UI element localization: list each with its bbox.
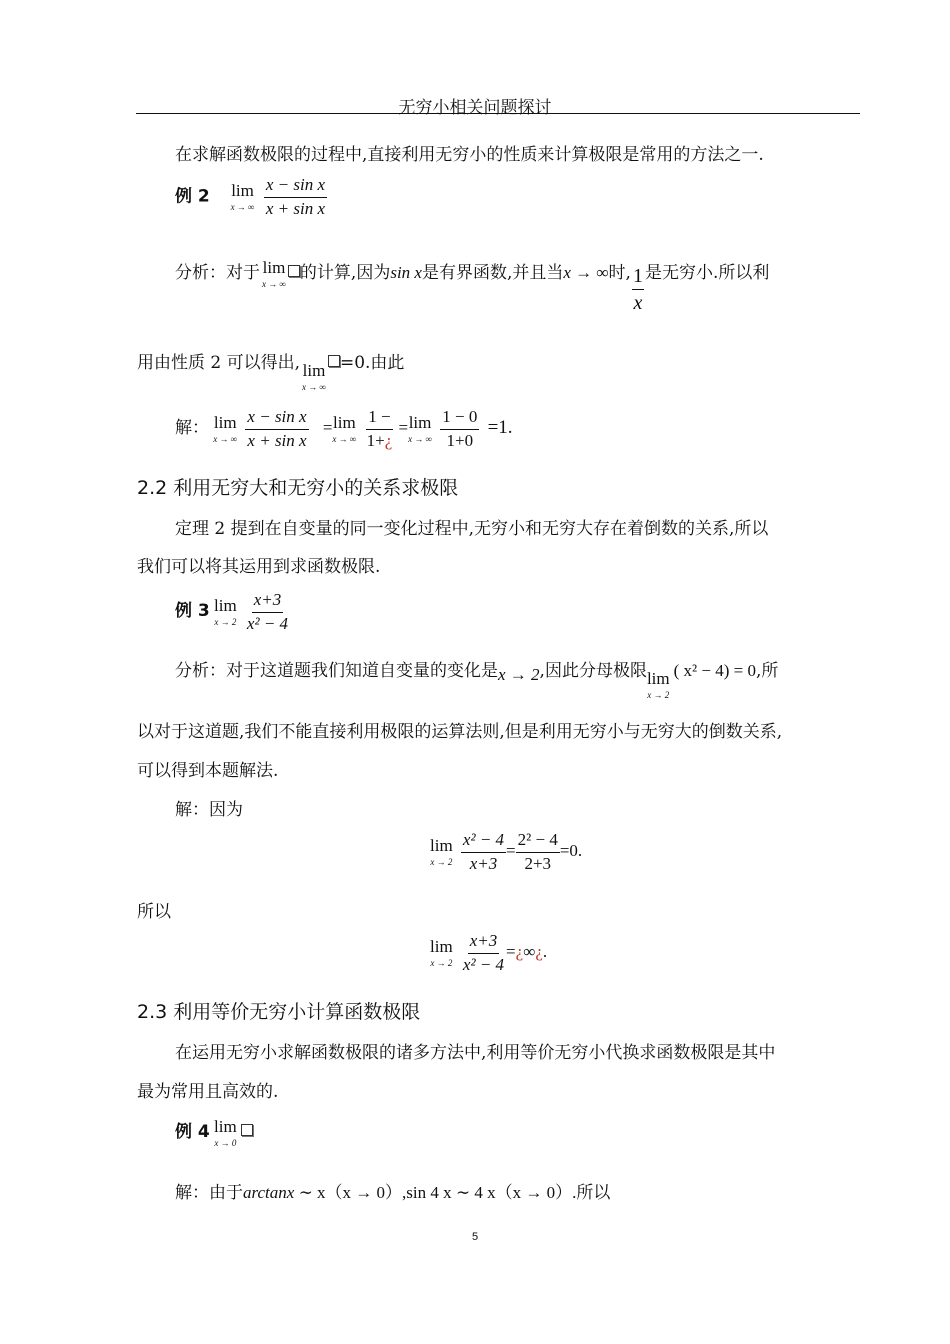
limit-operator [430, 938, 453, 968]
limit-operator [332, 414, 356, 444]
fraction-denominator: 2+3 [524, 853, 552, 873]
equals-sign: = [506, 841, 516, 861]
equals-sign: = [506, 942, 516, 962]
solution-2-fraction-2 [365, 408, 395, 450]
solution-3-equation-2 [430, 932, 547, 974]
fraction-numerator: x² − 4 [461, 831, 506, 853]
solution-2-fraction-1 [245, 408, 308, 450]
example-3 [175, 591, 290, 633]
limit-operator [213, 414, 237, 444]
paragraph-2-2-line-2: 我们可以将其运用到求函数极限. [137, 557, 381, 577]
missing-glyph-box [288, 265, 300, 277]
lim-subscript: x → 0 [214, 1138, 237, 1149]
solution-text: 解：由于 [175, 1183, 243, 1203]
analysis-text: 用由性质 2 可以得出, [137, 353, 301, 373]
analysis-text: 分析：对于 [175, 263, 260, 283]
lim-subscript: x → 2 [647, 690, 670, 700]
paragraph-2-2-line-1: 定理 2 提到在自变量的同一变化过程中,无穷小和无穷大存在着倒数的关系,所以 [175, 519, 769, 539]
fraction-numerator: 1 − [366, 408, 392, 430]
solution-3-fraction-1 [461, 831, 506, 873]
example-4 [175, 1117, 253, 1148]
section-heading-2-3: 2.3 利用等价无穷小计算函数极限 [137, 1001, 421, 1023]
fraction-denominator: x² − 4 [462, 954, 505, 974]
math-sinx: sin x [390, 263, 422, 282]
analysis-text: 分析：对于这道题我们知道自变量的变化是 [175, 661, 498, 681]
solution-3-fraction-2 [516, 831, 560, 873]
fraction-denominator: x² − 4 [246, 613, 289, 633]
lim-text: lim [333, 413, 356, 433]
analysis-3-line-2: 以对于这道题,我们不能直接利用极限的运算法则,但是利用无穷小与无穷大的倒数关系, [137, 722, 783, 742]
lim-subscript: x → 2 [430, 958, 453, 969]
math-expression: ( x² − 4) = 0 [673, 661, 756, 680]
paragraph-2-3-line-1: 在运用无穷小求解函数极限的诸多方法中,利用等价无穷小代换求函数极限是其中 [175, 1043, 776, 1063]
fraction-numerator: 1 − 0 [440, 408, 479, 430]
fraction-denominator: x [632, 289, 645, 314]
solution-3-label: 解：因为 [175, 800, 243, 820]
example-4-label: 例 4 [175, 1122, 210, 1142]
fraction-denominator: 1+ [366, 430, 385, 450]
lim-subscript: x → ∞ [332, 434, 357, 445]
lim-subscript: x → 2 [430, 857, 453, 868]
limit-operator [262, 259, 286, 289]
fraction-numerator: x − sin x [245, 408, 308, 430]
lim-text: lim [646, 669, 670, 688]
fraction-denominator: x + sin x [265, 198, 326, 218]
limit-operator [302, 362, 326, 392]
analysis-text: =0.由此 [339, 353, 405, 373]
solution-2 [175, 408, 513, 450]
analysis-text: ,因此分母极限 [539, 661, 647, 681]
analysis-2-line-2 [137, 348, 404, 392]
section-heading-2-2: 2.2 利用无穷大和无穷小的关系求极限 [137, 477, 459, 499]
solution-result: =1. [487, 417, 513, 439]
fraction-denominator: x+3 [469, 853, 498, 873]
page-header-title: 无穷小相关问题探讨 [398, 98, 552, 118]
lim-subscript: x → ∞ [302, 382, 326, 392]
page-number: 5 [471, 1231, 479, 1243]
lim-subscript: x → 2 [214, 617, 237, 628]
lim-text: lim [430, 836, 453, 856]
math-x-to-2: x → 2 [498, 665, 540, 684]
analysis-text: ,所 [755, 661, 779, 681]
fraction-denominator: 1+0 [446, 430, 474, 450]
header-rule [136, 113, 860, 114]
solution-3-equation-1 [430, 831, 582, 873]
limit-operator [214, 1118, 237, 1148]
analysis-text: 的计算,因为 [299, 263, 391, 283]
analysis-text: 是无穷小.所以利 [644, 263, 770, 283]
limit-operator [231, 182, 255, 212]
solution-3-so: 所以 [137, 902, 171, 922]
missing-glyph-box [328, 355, 340, 367]
lim-text: lim [262, 257, 286, 277]
equation-result: =0. [559, 841, 583, 861]
solution-4 [175, 1178, 610, 1203]
lim-subscript: x → ∞ [213, 434, 238, 445]
paragraph-2-3-line-2: 最为常用且高效的. [137, 1082, 279, 1102]
limit-operator [408, 414, 432, 444]
fraction-numerator: x+3 [468, 932, 500, 954]
math-arctan: arctanx [243, 1183, 295, 1202]
limit-operator [214, 597, 237, 627]
fraction-numerator: 2² − 4 [516, 831, 560, 853]
period: . [542, 942, 548, 962]
lim-subscript: x → ∞ [262, 278, 286, 289]
solution-2-fraction-3 [440, 408, 479, 450]
paragraph-intro: 在求解函数极限的过程中,直接利用无穷小的性质来计算极限是常用的方法之一. [175, 145, 764, 165]
fraction-numerator: 1 [632, 265, 643, 287]
analysis-text: 时, [608, 263, 631, 283]
example-2 [175, 176, 327, 218]
missing-glyph-box [241, 1124, 253, 1136]
fraction-numerator: x+3 [252, 591, 284, 613]
solution-3-fraction-3 [461, 932, 506, 974]
lim-text: lim [430, 937, 453, 957]
limit-operator [647, 670, 670, 700]
fraction-denominator: x + sin x [247, 430, 307, 450]
analysis-3-line-3: 可以得到本题解法. [137, 761, 279, 781]
fraction-one-over-x [631, 265, 645, 314]
lim-text: lim [231, 181, 254, 201]
limit-operator [430, 837, 453, 867]
garbled-char: ¿ [535, 942, 543, 962]
lim-text: lim [408, 413, 432, 433]
lim-subscript: x → ∞ [408, 434, 432, 445]
analysis-text: 是有界函数,并且当 [421, 263, 564, 283]
example-3-fraction [245, 591, 290, 633]
equals-sign: = [398, 418, 409, 438]
example-3-label: 例 3 [175, 601, 210, 622]
example-2-fraction [264, 176, 327, 218]
garbled-char: ¿ [515, 942, 524, 962]
lim-subscript: x → ∞ [230, 202, 255, 213]
analysis-2-line-1 [175, 258, 769, 314]
garbled-char: ¿ [384, 430, 393, 450]
analysis-3-line-1 [175, 656, 778, 700]
fraction-numerator: x − sin x [264, 176, 327, 198]
lim-text: lim [214, 1117, 237, 1137]
lim-text: lim [213, 413, 237, 433]
solution-label: 解： [175, 418, 209, 439]
lim-text: lim [214, 596, 237, 616]
lim-text: lim [302, 361, 326, 380]
solution-text: ∼ x（x → 0）,sin 4 x ∼ 4 x（x → 0）.所以 [294, 1183, 611, 1202]
equals-sign: = [322, 418, 333, 438]
math-x-to-infinity: x → ∞ [563, 263, 609, 282]
infinity-symbol: ∞ [523, 942, 536, 962]
example-2-label: 例 2 [175, 186, 210, 207]
